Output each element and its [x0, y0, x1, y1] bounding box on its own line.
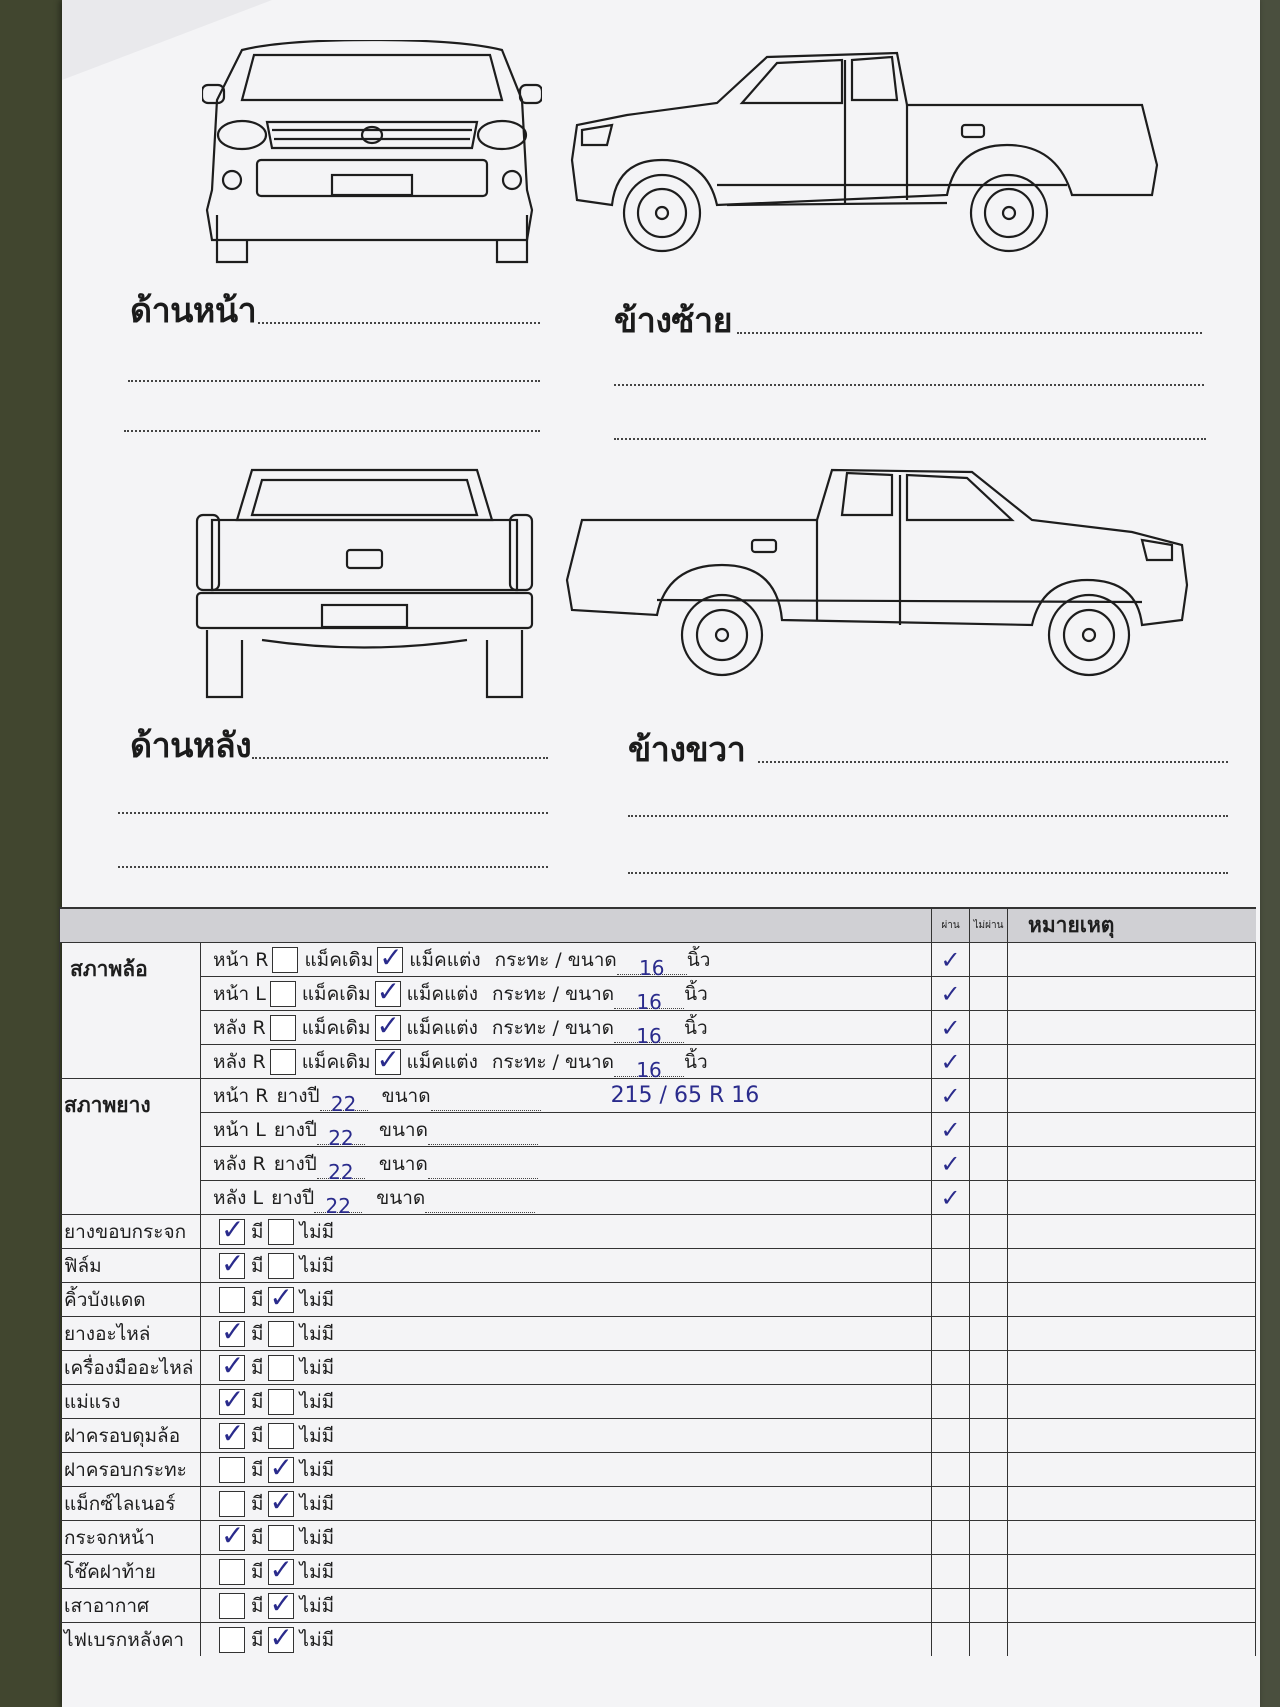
custom-wheel-checkbox[interactable] [375, 981, 401, 1007]
pass-check-cell[interactable] [932, 1317, 970, 1351]
custom-wheel-checkbox[interactable] [375, 1049, 401, 1075]
pass-check-cell[interactable] [932, 1249, 970, 1283]
equipment-label: แม่แรง [60, 1385, 201, 1419]
pass-check-cell[interactable] [932, 1385, 970, 1419]
not-have-checkbox[interactable] [268, 1355, 294, 1381]
remark-cell[interactable] [1008, 1521, 1256, 1555]
tire-size-label: ขนาด [376, 1186, 426, 1209]
has-checkbox[interactable] [219, 1423, 245, 1449]
not-have-label: ไม่มี [299, 1356, 335, 1379]
fail-check-cell[interactable] [970, 1453, 1008, 1487]
not-have-checkbox[interactable] [268, 1423, 294, 1449]
rim-size-value[interactable]: 16 [614, 990, 684, 1009]
rim-size-label: กระทะ / ขนาด [491, 1016, 614, 1039]
not-have-label: ไม่มี [299, 1220, 335, 1243]
fail-check-cell[interactable] [970, 1045, 1008, 1079]
wheel-row [60, 1045, 1256, 1079]
tires-group-label: สภาพยาง [60, 1079, 201, 1215]
equipment-row [60, 1623, 1256, 1657]
tire-size-label: ขนาด [378, 1118, 428, 1141]
remark-cell[interactable] [1008, 1079, 1256, 1113]
not-have-label: ไม่มี [299, 1492, 335, 1515]
pass-check-cell[interactable] [932, 1555, 970, 1589]
rim-size-unit: นิ้ว [684, 982, 708, 1005]
tire-size-field[interactable] [431, 1092, 541, 1111]
tire-year-value[interactable]: 22 [317, 1160, 365, 1179]
equipment-label: ฝาครอบดุมล้อ [60, 1419, 201, 1453]
custom-wheel-label: แม็คแต่ง [406, 1050, 478, 1073]
remark-cell[interactable] [1008, 1011, 1256, 1045]
has-label: มี [251, 1424, 264, 1447]
front-notes-line-1[interactable] [258, 322, 540, 324]
not-have-label: ไม่มี [299, 1424, 335, 1447]
has-checkbox[interactable] [219, 1593, 245, 1619]
tire-size-field[interactable] [428, 1160, 538, 1179]
remark-cell[interactable] [1008, 1283, 1256, 1317]
equipment-label: ไฟเบรกหลังคา [60, 1623, 201, 1657]
tire-year-value[interactable]: 22 [317, 1126, 365, 1145]
has-label: มี [251, 1390, 264, 1413]
has-label: มี [251, 1560, 264, 1583]
original-wheel-label: แม็คเดิม [304, 948, 374, 971]
equipment-row [60, 1555, 1256, 1589]
equipment-label: กระจกหน้า [60, 1521, 201, 1555]
view-label-left: ข้างซ้าย [614, 301, 733, 341]
pass-check-mark[interactable]: ✓ [932, 977, 970, 1011]
original-wheel-label: แม็คเดิม [301, 982, 371, 1005]
not-have-label: ไม่มี [299, 1594, 335, 1617]
has-checkbox[interactable] [219, 1525, 245, 1551]
fail-check-cell[interactable] [970, 977, 1008, 1011]
tire-year-value[interactable]: 22 [320, 1092, 368, 1111]
not-have-label: ไม่มี [299, 1288, 335, 1311]
tire-size-field[interactable] [428, 1126, 538, 1145]
rim-size-value[interactable]: 16 [617, 956, 687, 975]
fail-check-cell[interactable] [970, 1147, 1008, 1181]
fail-check-cell[interactable] [970, 1487, 1008, 1521]
remark-cell[interactable] [1008, 1317, 1256, 1351]
view-label-front: ด้านหน้า [130, 291, 257, 331]
not-have-checkbox[interactable] [268, 1287, 294, 1313]
remark-cell[interactable] [1008, 1487, 1256, 1521]
has-label: มี [251, 1288, 264, 1311]
custom-wheel-checkbox[interactable] [375, 1015, 401, 1041]
fail-check-cell[interactable] [970, 1623, 1008, 1657]
wheels-group-label: สภาพล้อ [60, 943, 201, 1079]
has-checkbox[interactable] [219, 1355, 245, 1381]
remark-cell[interactable] [1008, 1249, 1256, 1283]
has-label: มี [251, 1492, 264, 1515]
fail-check-cell[interactable] [970, 943, 1008, 977]
equipment-row [60, 1215, 1256, 1249]
custom-wheel-label: แม็คแต่ง [406, 982, 478, 1005]
rim-size-value[interactable]: 16 [614, 1058, 684, 1077]
original-wheel-label: แม็คเดิม [301, 1016, 371, 1039]
tire-year-label: ยางปี [276, 1084, 320, 1107]
fail-check-cell[interactable] [970, 1317, 1008, 1351]
truck-front-drawing [202, 40, 542, 265]
not-have-label: ไม่มี [299, 1254, 335, 1277]
equipment-label: ฟิล์ม [60, 1249, 201, 1283]
tire-row [60, 1113, 1256, 1147]
pass-check-cell[interactable] [932, 1487, 970, 1521]
pass-check-cell[interactable] [932, 1453, 970, 1487]
has-checkbox[interactable] [219, 1627, 245, 1653]
remark-cell[interactable] [1008, 1589, 1256, 1623]
pass-check-mark[interactable]: ✓ [932, 1079, 970, 1113]
not-have-checkbox[interactable] [268, 1627, 294, 1653]
original-wheel-label: แม็คเดิม [301, 1050, 371, 1073]
not-have-checkbox[interactable] [268, 1389, 294, 1415]
front-notes-line-2[interactable] [128, 380, 540, 382]
original-wheel-checkbox[interactable] [272, 947, 298, 973]
not-have-checkbox[interactable] [268, 1219, 294, 1245]
rim-size-unit: นิ้ว [686, 948, 711, 971]
equipment-label: โช๊คฝาท้าย [60, 1555, 201, 1589]
not-have-checkbox[interactable] [268, 1525, 294, 1551]
has-checkbox[interactable] [219, 1287, 245, 1313]
front-notes-line-3[interactable] [124, 430, 540, 432]
has-label: มี [251, 1628, 264, 1651]
remark-cell[interactable] [1008, 1215, 1256, 1249]
equipment-row [60, 1351, 1256, 1385]
not-have-label: ไม่มี [299, 1560, 335, 1583]
equipment-row [60, 1317, 1256, 1351]
fail-check-cell[interactable] [970, 1079, 1008, 1113]
equipment-label: คิ้วบังแดด [60, 1283, 201, 1317]
wheel-row [60, 977, 1256, 1011]
not-have-checkbox[interactable] [268, 1457, 294, 1483]
rim-size-label: กระทะ / ขนาด [491, 1050, 614, 1073]
fail-check-cell[interactable] [970, 1283, 1008, 1317]
equipment-row [60, 1453, 1256, 1487]
left-notes-line-2[interactable] [614, 384, 1204, 386]
fail-check-cell[interactable] [970, 1351, 1008, 1385]
fail-check-cell[interactable] [970, 1113, 1008, 1147]
not-have-checkbox[interactable] [268, 1559, 294, 1585]
view-label-right: ข้างขวา [628, 730, 746, 770]
has-checkbox[interactable] [219, 1253, 245, 1279]
equipment-label: เครื่องมืออะไหล่ [60, 1351, 201, 1385]
pass-check-mark[interactable]: ✓ [932, 1113, 970, 1147]
equipment-row [60, 1283, 1256, 1317]
right-notes-line-1[interactable] [758, 761, 1228, 763]
pass-check-cell[interactable] [932, 1283, 970, 1317]
truck-left-side-drawing [567, 45, 1167, 265]
not-have-label: ไม่มี [299, 1628, 335, 1651]
has-checkbox[interactable] [219, 1389, 245, 1415]
has-checkbox[interactable] [219, 1457, 245, 1483]
remark-cell[interactable] [1008, 1351, 1256, 1385]
equipment-label: ยางอะไหล่ [60, 1317, 201, 1351]
right-notes-line-3[interactable] [628, 872, 1228, 874]
remark-cell[interactable] [1008, 1181, 1256, 1215]
pass-check-cell[interactable] [932, 1623, 970, 1657]
has-checkbox[interactable] [219, 1491, 245, 1517]
rim-size-label: กระทะ / ขนาด [492, 982, 615, 1005]
remark-cell[interactable] [1008, 1623, 1256, 1657]
equipment-row [60, 1419, 1256, 1453]
right-notes-line-2[interactable] [628, 815, 1228, 817]
remark-cell[interactable] [1008, 1555, 1256, 1589]
equipment-label: เสาอากาศ [60, 1589, 201, 1623]
pass-check-mark[interactable]: ✓ [932, 943, 970, 977]
tire-row [60, 1079, 1256, 1113]
tire-size-label: ขนาด [378, 1152, 428, 1175]
wheel-position: หน้า L [213, 982, 266, 1005]
has-checkbox[interactable] [219, 1559, 245, 1585]
truck-rear-drawing [192, 465, 537, 700]
wheel-row [60, 1011, 1256, 1045]
tire-year-label: ยางปี [273, 1152, 317, 1175]
original-wheel-checkbox[interactable] [270, 1049, 296, 1075]
tire-year-label: ยางปี [271, 1186, 315, 1209]
pass-check-cell[interactable] [932, 1351, 970, 1385]
has-label: มี [251, 1526, 264, 1549]
left-notes-line-1[interactable] [737, 332, 1202, 334]
fail-check-cell[interactable] [970, 1215, 1008, 1249]
fail-check-cell[interactable] [970, 1249, 1008, 1283]
tire-size-field[interactable] [425, 1194, 535, 1213]
has-checkbox[interactable] [219, 1219, 245, 1245]
tire-row [60, 1181, 1256, 1215]
pass-check-cell[interactable] [932, 1419, 970, 1453]
equipment-row [60, 1385, 1256, 1419]
truck-right-side-drawing [562, 460, 1192, 690]
pass-check-mark[interactable]: ✓ [932, 1147, 970, 1181]
tire-position: หลัง R [213, 1152, 266, 1175]
remark-cell[interactable] [1008, 1385, 1256, 1419]
remark-cell[interactable] [1008, 1113, 1256, 1147]
wheel-position: หน้า R [213, 948, 269, 971]
rim-size-label: กระทะ / ขนาด [494, 948, 617, 971]
has-label: มี [251, 1322, 264, 1345]
table-header-row [60, 908, 1256, 943]
tire-year-value[interactable]: 22 [314, 1194, 362, 1213]
equipment-label: ฝาครอบกระทะ [60, 1453, 201, 1487]
fail-column-header: ไม่ผ่าน [970, 908, 1008, 943]
original-wheel-checkbox[interactable] [270, 1015, 296, 1041]
pass-check-mark[interactable]: ✓ [932, 1181, 970, 1215]
view-label-rear: ด้านหลัง [130, 726, 252, 766]
not-have-label: ไม่มี [299, 1458, 335, 1481]
not-have-checkbox[interactable] [268, 1321, 294, 1347]
equipment-row [60, 1249, 1256, 1283]
custom-wheel-label: แม็คแต่ง [409, 948, 481, 971]
tire-position: หน้า L [213, 1118, 266, 1141]
equipment-row [60, 1521, 1256, 1555]
rim-size-unit: นิ้ว [683, 1050, 708, 1073]
pass-check-mark[interactable]: ✓ [932, 1011, 970, 1045]
custom-wheel-checkbox[interactable] [377, 947, 403, 973]
remark-cell[interactable] [1008, 1419, 1256, 1453]
remark-cell[interactable] [1008, 943, 1256, 977]
remark-column-header: หมายเหตุ [1008, 908, 1256, 943]
not-have-checkbox[interactable] [268, 1253, 294, 1279]
fail-check-cell[interactable] [970, 1589, 1008, 1623]
has-label: มี [251, 1254, 264, 1277]
fail-check-cell[interactable] [970, 1419, 1008, 1453]
not-have-checkbox[interactable] [268, 1491, 294, 1517]
remark-cell[interactable] [1008, 1147, 1256, 1181]
wheel-row [60, 943, 1256, 977]
tire-size-note: 215 / 65 R 16 [610, 1082, 760, 1108]
pass-check-cell[interactable] [932, 1521, 970, 1555]
not-have-label: ไม่มี [299, 1322, 335, 1345]
pass-check-mark[interactable]: ✓ [932, 1045, 970, 1079]
rear-notes-line-3[interactable] [118, 866, 548, 868]
fail-check-cell[interactable] [970, 1555, 1008, 1589]
has-label: มี [251, 1220, 264, 1243]
pass-check-cell[interactable] [932, 1215, 970, 1249]
fail-check-cell[interactable] [970, 1011, 1008, 1045]
remark-cell[interactable] [1008, 977, 1256, 1011]
inspection-checklist-table [59, 907, 1256, 1656]
tire-size-label: ขนาด [381, 1084, 431, 1107]
rim-size-value[interactable]: 16 [614, 1024, 684, 1043]
not-have-label: ไม่มี [299, 1390, 335, 1413]
equipment-row [60, 1589, 1256, 1623]
rear-notes-line-1[interactable] [252, 757, 548, 759]
has-label: มี [251, 1356, 264, 1379]
pass-check-cell[interactable] [932, 1589, 970, 1623]
tire-row [60, 1147, 1256, 1181]
fail-check-cell[interactable] [970, 1181, 1008, 1215]
has-label: มี [251, 1458, 264, 1481]
has-checkbox[interactable] [219, 1321, 245, 1347]
equipment-label: ยางขอบกระจก [60, 1215, 201, 1249]
tire-position: หน้า R [213, 1084, 269, 1107]
rim-size-unit: นิ้ว [683, 1016, 708, 1039]
has-label: มี [251, 1594, 264, 1617]
rear-notes-line-2[interactable] [118, 812, 548, 814]
wheel-position: หลัง R [213, 1016, 266, 1039]
original-wheel-checkbox[interactable] [270, 981, 296, 1007]
pass-column-header: ผ่าน [932, 908, 970, 943]
remark-cell[interactable] [1008, 1045, 1256, 1079]
equipment-label: แม็กซ์ไลเนอร์ [60, 1487, 201, 1521]
left-notes-line-3[interactable] [614, 438, 1206, 440]
equipment-row [60, 1487, 1256, 1521]
remark-cell[interactable] [1008, 1453, 1256, 1487]
not-have-checkbox[interactable] [268, 1593, 294, 1619]
fail-check-cell[interactable] [970, 1385, 1008, 1419]
custom-wheel-label: แม็คแต่ง [406, 1016, 478, 1039]
not-have-label: ไม่มี [299, 1526, 335, 1549]
tire-year-label: ยางปี [273, 1118, 317, 1141]
fail-check-cell[interactable] [970, 1521, 1008, 1555]
tire-position: หลัง L [213, 1186, 264, 1209]
wheel-position: หลัง R [213, 1050, 266, 1073]
